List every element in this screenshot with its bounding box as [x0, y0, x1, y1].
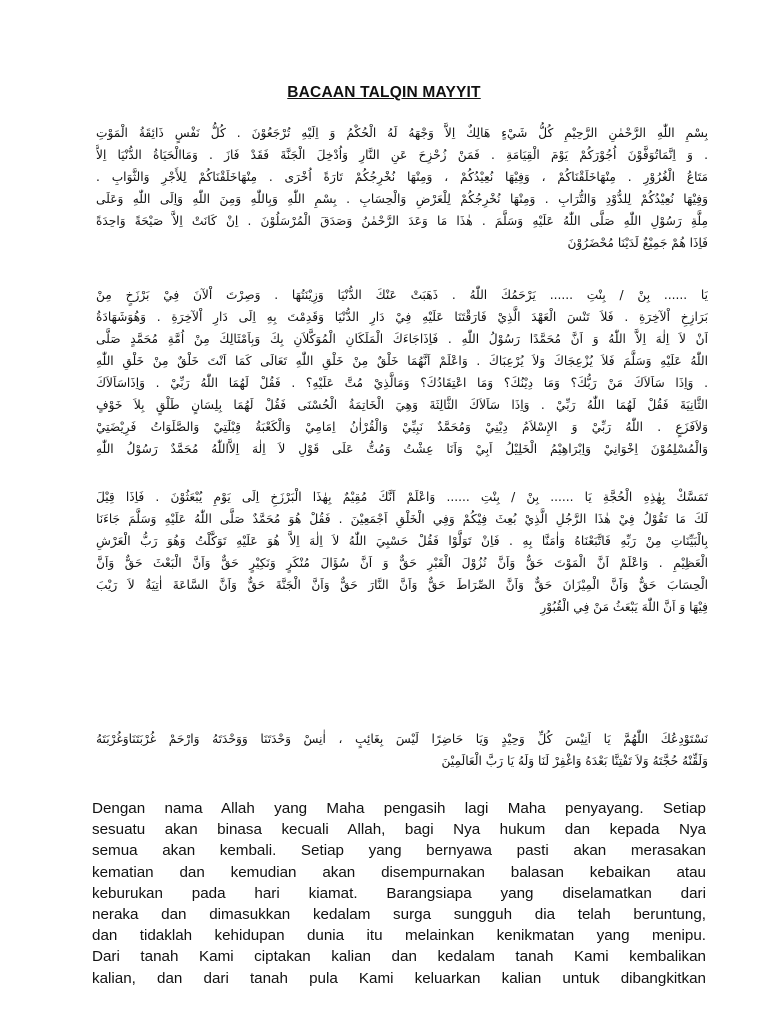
arabic-line: وَفِيْهَا نُعِيْدُكُمْ لِلدُّوْدِ وَالتُّرَابِ . وَمِنْهَا نُخْرِجُكُمْ لِلْعَرْضِ وَالْحِسَابِ . بِسْمِ اللّٰهِ وَبِاللّٰهِ وَمِنَ اللّٰهِ وَاِلَى اللّٰهِ وَعَلَى [96, 192, 708, 206]
arabic-line: وَلاَفَزَعٍ . اللّٰهُ رَبِّيْ وَ الإِسْلاَمُ دِيْنِيْ وَمُحَمَّدٌ نَبِيِّيْ وَالْقُرْاٰنُ اِمَامِيْ وَالْكَعْبَةُ قِبْلَتِيْ وَالصَّلَوَاتُ فَرِيْضَتِيْ [96, 420, 708, 434]
translation-line: kalian, dan dari tanah pula Kami keluarkan kalian untuk dibangkitkan [92, 969, 706, 987]
translation-line: keburukan pada hari kiamat. Barangsiapa yang diselamatkan dari [92, 884, 706, 902]
translation-line: sesuatu akan binasa kecuali Allah, bagi Nya hukum dan kepada Nya [92, 821, 706, 839]
arabic-line: بِالْبَيِّنَاتِ مِنْ رَبِّهِ فَاتَّبَعْنَاهُ وَاٰمَنَّا بِهِ . فَاِنْ تَوَلَّوْا فَقُلْ حَسْبِيَ اللّٰهُ لاَ اِلٰهَ اِلاَّ هُوَ عَلَيْهِ تَوَكَّلْتُ وَهُوَ رَبُّ الْعَرْشِ [96, 534, 708, 548]
arabic-paragraph-opening [96, 122, 708, 254]
translation-line: semua akan kembali. Setiap yang bernyawa pasti akan merasakan [92, 842, 706, 860]
arabic-paragraph-testimony [96, 486, 708, 618]
translation-line: kematian dan kemudian akan disempurnakan balasan kebaikan atau [92, 863, 706, 881]
arabic-line: بِسْمِ اللّٰهِ الرَّحْمٰنِ الرَّحِيْمِ كُلُّ شَيْءٍ هَالِكٌ اِلاَّ وَجْهَهُ لَهُ الْحُكْمُ وَ اِلَيْهِ تُرْجَعُوْنَ . كُلُّ نَفْسٍ ذَائِقَةُ الْمَوْتِ [96, 126, 708, 140]
arabic-paragraph-prayer [96, 728, 708, 772]
arabic-line: وَلَقِّنْهُ حُجَّتَهُ وَلاَ تَفْتِنَّا بَعْدَهُ وَاغْفِرْ لَنَا وَلَهُ يَا رَبَّ الْعَالَمِيْنَ [441, 754, 708, 768]
arabic-line: مَتَاعُ الْغُرُوْرِ . مِنْهَاخَلَقْنَاكُمْ ، وَفِيْهَا نُعِيْدُكُمْ ، وَمِنْهَا نُخْرِجُكُمْ تَارَةً اُخْرَى . مِنْهَاخَلَقْنَاكُمْ لِلأَجْرِ وَالثَّوَابِ . [96, 170, 708, 184]
translation-line: dan tidaklah kehidupan dunia itu melainkan kenikmatan yang menipu. [92, 927, 706, 945]
arabic-line: الثَّانِيَةَ فَقُلْ لَهُمَا اللّٰهُ رَبِّيْ . وَاِذَا سَاَلاَكَ الثَّالِثَةَ وَهِيَ الْخَاتِمَةُ الْحُسْنَى فَقُلْ لَهُمَا بِلِسَانٍ طَلْقٍ بِلاَ خَوْفٍ [96, 398, 708, 412]
arabic-line: لَكَ مَا تَقُوْلُ فِيْ هٰذَا الرَّجُلِ الَّذِيْ بُعِثَ فِيْكُمْ وَفِي الْخَلْقِ اَجْمَعِيْنَ . فَقُلْ هُوَ مُحَمَّدٌ صَلَّى اللّٰهُ عَلَيْهِ وَسَلَّمَ جَاءَنَا [96, 512, 708, 526]
arabic-line: فَاِذَا هُمْ جَمِيْعٌ لَدَيْنَا مُحْضَرُوْنَ [567, 236, 708, 250]
arabic-line: الْعَظِيْمِ . وَاعْلَمْ اَنَّ الْمَوْتَ حَقٌّ وَاَنَّ نُزُوْلَ الْقَبْرِ حَقٌّ وَ اَنَّ سُؤَالَ مُنْكَرٍ وَنَكِيْرٍ حَقٌّ وَاَنَّ الْبَعْثَ حَقٌّ وَاَنَّ [96, 556, 708, 570]
arabic-line: الْحِسَابَ حَقٌّ وَاَنَّ الْمِيْزَانَ حَقٌّ وَاَنَّ الصِّرَاطَ حَقٌّ وَاَنَّ النَّارَ حَقٌّ وَاَنَّ الْجَنَّةَ حَقٌّ وَاَنَّ السَّاعَةَ اٰتِيَةٌ لاَ رَيْبَ [96, 578, 708, 592]
arabic-line: . وَاِذَا سَاَلاَكَ مَنْ رَبُّكَ؟ وَمَا دِيْنُكَ؟ وَمَا اعْتِقَادُكَ؟ وَمَالَّذِيْ مُتَّ عَلَيْهِ؟ . فَقُلْ لَهُمَا اللّٰهُ رَبِّيْ . وَاِذَاسَاَلاَكَ [96, 376, 708, 390]
translation-line: Dari tanah Kami ciptakan kalian dan kedalam tanah Kami kembalikan [92, 948, 706, 966]
arabic-paragraph-address [96, 284, 708, 460]
arabic-line: بَرَازِخِ اْلآخِرَةِ . فَلاَ تَنْسَ الْعَهْدَ الَّذِيْ فَارَقْتَنَا عَلَيْهِ فِيْ دَارِ الدُّنْيَا وَقَدِمْتَ بِهِ اِلَى دَارِ اْلآخِرَةِ . وَهُوَشَهَادَةُ [96, 310, 708, 324]
arabic-line: وَالْمُسْلِمُوْنَ اِخْوَانِيْ وَاِبْرَاهِيْمُ الْخَلِيْلُ اَبِيْ وَاَنَا عِشْتُ وَمُتُّ عَلَى قَوْلِ لاَ اِلٰهَ اِلاَّاللّٰهُ مُحَمَّدٌ رَسُوْلُ اللّٰهِ [96, 442, 708, 456]
arabic-line: اللّٰهُ عَلَيْهِ وَسَلَّمَ فَلاَ يُزْعِجَاكَ وَلاَ يُرْعِبَاكَ . وَاعْلَمْ اَنَّهُمَا خَلْقٌ مِنْ خَلْقِ اللّٰهِ تَعَالَى كَمَا اَنْتَ خَلْقٌ مِنْ خَلْقِ اللّٰهِ [96, 354, 708, 368]
translation-paragraph [92, 798, 706, 989]
arabic-line: نَسْتَوْدِعُكَ اللّٰهُمَّ يَا اَنِيْسَ كُلِّ وَحِيْدٍ وَيَا حَاضِرًا لَيْسَ بِغَائِبٍ ، اٰنِسْ وَحْدَتَنَا وَوَحْدَتَهُ وَارْحَمْ غُرْبَتَنَاوَغُرْبَتَهُ [96, 732, 708, 746]
arabic-line: . وَ اِنَّمَاتُوَفَّوْنَ اُجُوْرَكُمْ يَوْمَ الْقِيَامَةِ . فَمَنْ زُحْزِحَ عَنِ النَّارِ وَاُدْخِلَ الْجَنَّةَ فَقَدْ فَازَ . وَمَاالْحَيَاةُ الدُّنْيَا اِلاَّ [96, 148, 708, 162]
page-title: BACAAN TALQIN MAYYIT [287, 84, 481, 101]
arabic-line: تَمَسَّكْ بِهٰذِهِ الْحُجَّةِ يَا ...... بِنْ / بِنْتِ ...... وَاعْلَمْ اَنَّكَ مُقِيْمٌ بِهٰذَا الْبَرْزَخِ اِلَى يَوْمِ يُبْعَثُوْنَ . فَاِذَا قِيْلَ [96, 490, 708, 504]
arabic-line: يَا ...... بِنْ / بِنْتِ ...... يَرْحَمُكَ اللّٰهُ . ذَهَبَتْ عَنْكَ الدُّنْيَا وَزِيْنَتُهَا . وَصِرْتَ اْلآنَ فِيْ بَرْزَخٍ مِنْ [96, 288, 708, 302]
arabic-line: اَنْ لاَ اِلٰهَ اِلاَّ اللّٰهُ وَ اَنَّ مُحَمَّدًا رَسُوْلُ اللّٰهِ . فَاِذَاجَاءَكَ الْمَلَكَانِ الْمُوَكَّلاَنِ بِكَ وَبِاَمْثَالِكَ مِنْ اُمَّةِ مُحَمَّدٍ صَلَّى [96, 332, 708, 346]
arabic-line: مِلَّةِ رَسُوْلِ اللّٰهِ صَلَّى اللّٰهُ عَلَيْهِ وَسَلَّمَ . هٰذَا مَا وَعَدَ الرَّحْمٰنُ وَصَدَقَ الْمُرْسَلُوْنَ . اِنْ كَانَتْ اِلاَّ صَيْحَةً وَاحِدَةً [96, 214, 708, 228]
translation-line: Dengan nama Allah yang Maha pengasih lagi Maha penyayang. Setiap [92, 800, 706, 817]
arabic-line: فِيْهَا وَ اَنَّ اللّٰهَ يَبْعَثُ مَنْ فِي الْقُبُوْرِ [540, 600, 708, 614]
translation-line: neraka dan dimasukkan kedalam surga sungguh dia telah beruntung, [92, 905, 706, 923]
